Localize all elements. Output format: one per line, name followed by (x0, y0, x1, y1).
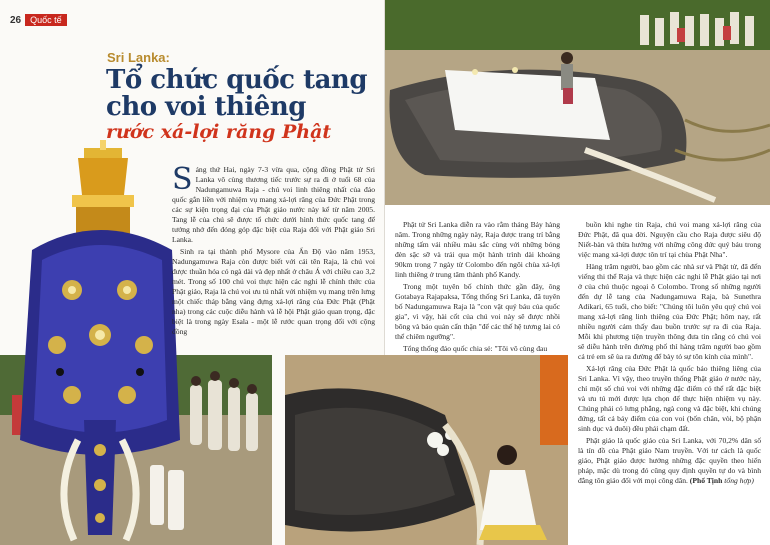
paragraph: Hàng trăm người, bao gồm các nhà sư và Phật tử, đã đến viếng thi thể Raja và thực hiện các nghi lễ Phật giáo tại nơi ở của chú thuộc ngoại ô Colombo. Trong số những người đến dự lễ tang của Nadungamuwa Raja, bà Sunethra Adikari, 65 tuổi, cho biết: "Chúng tôi luôn yêu quý chú voi mang xá-lợi răng linh thiêng của Đức Phật; hôm nay, rất nhiều người cảm thấy đau buồn trước sự ra đi của Raja. Mỗi khi phương tiện truyền thông đưa tin rằng có chú voi sẽ diễu hành trên đường phố thì hàng trăm người bao gồm cả trẻ em sẽ ùa ra đường để bày tỏ sự tôn kính của mình". (578, 262, 761, 361)
drop-cap: S (172, 162, 193, 197)
section-badge: Quốc tế (25, 14, 67, 26)
article-column-2 (395, 220, 560, 356)
elephant-funeral-image (385, 0, 770, 205)
paragraph: Sinh ra tại thành phố Mysore của Ấn Độ vào năm 1953, Nadungamuwa Raja còn được biết với cái tên Raja, là chú voi được thuần hóa có ngà dài và đẹp nhất ở châu Á với chiều cao 3,2 mét. Trong số 100 chú voi thực hiện các nghi lễ chính thức của Phật giáo, Raja là chú voi ưu tú nhất với nhiệm vụ mang trên lưng một chiếc tháp bằng vàng đựng xá-lợi răng của Đức Phật (Phật nha) trong các cuộc diễu hành và lễ hội Phật giáo quan trọng, đặc biệt là trong ngày Esala - một lễ rước quan trọng đối với cộng đồng (172, 247, 375, 336)
byline-note: tổng hợp) (724, 476, 754, 485)
paragraph-final: Phật giáo là quốc giáo của Sri Lanka, với 70,2% dân số là tín đồ của Phật giáo Nam truyền. Với tư cách là quốc giáo, Phật giáo được hưởng những đặc quyền theo hiến pháp, mặc dù trong đó cũng quy định quyền tự do và bình đẳng tôn giáo đối với mọi công dân. (Phổ Tịnh tổng hợp) (578, 436, 761, 485)
paragraph: Trong một tuyên bố chính thức gần đây, ông Gotabaya Rajapaksa, Tổng thống Sri Lanka, đã tuyên bố Nadungamuwa Raja là "con vật quý báu của quốc gia", vì vậy, hài cốt của chú voi này sẽ được nhồi bông và bảo quản cẩn thận "để các thế hệ tương lai có thể chiêm ngưỡng". (395, 282, 560, 341)
article-column-1 (172, 162, 375, 339)
page-number: 26 (10, 14, 22, 26)
article-kicker: Sri Lanka: (107, 50, 170, 65)
article-title: Tổ chức quốc tang cho voi thiêng (106, 65, 368, 122)
photo-child-elephant (285, 355, 568, 545)
folio (10, 14, 67, 26)
child-elephant-image (285, 355, 568, 545)
paragraph-lead: Sáng thứ Hai, ngày 7-3 vừa qua, cộng đồng Phật tử Sri Lanka vô cùng thương tiếc trước sự ra đi ở tuổi 68 của Nadungamuwa Raja - chú voi linh thiêng nhất của đảo quốc gắn liền với nhiệm vụ mang xá-lợi răng của Đức Phật trong các sự kiện trọng đại của Phật giáo nước này kể từ năm 2005. Tang lễ của chú sẽ được tổ chức dưới hình thức quốc tang để tưởng nhớ đến đóng góp đặc biệt của Raja đối với Phật giáo Sri Lanka. (172, 162, 375, 244)
photo-elephant-funeral (385, 0, 770, 205)
photo-decorated-elephant (12, 140, 188, 545)
article-subtitle: rước xá-lợi răng Phật (106, 121, 332, 143)
article-column-3 (578, 220, 761, 488)
byline-author: (Phổ Tịnh (689, 476, 723, 485)
paragraph: Tổng thống đảo quốc chia sẻ: "Tôi vô cùng đau (403, 344, 548, 353)
paragraph: buồn khi nghe tin Raja, chú voi mang xá-lợi răng của Đức Phật, đã qua đời. Nguyện cầu cho Raja được siêu độ Niết-bàn và thừa hưởng với những công đức quý báu trong việc mang xá-lợi được tôn trí tại chùa Phật Nha". (578, 220, 761, 259)
paragraph: Xá-lợi răng của Đức Phật là quốc bảo thiêng liêng của Sri Lanka. Vì vậy, theo truyền thống Phật giáo ở nước này, chỉ một số chú voi với những đặc điểm có thể rất đặc biệt và ưu tú mới được lựa chọn để thực hiện nhiệm vụ này. Chúng phải có lưng phẳng, ngà cong và đặc biệt, khi chúng đứng, tất cả bảy điểm của con voi (bốn chân, vòi, bộ phận sinh dục và đuôi) đều phải chạm đất. (578, 364, 761, 433)
decorated-elephant-image (12, 140, 188, 545)
paragraph: Phật tử Sri Lanka diễn ra vào rằm tháng Bảy hàng năm. Trong những ngày này, Raja được trang trí bằng những tấm vải nhiều màu sắc cùng với những bóng đèn sặc sỡ và trải qua một hành trình dài khoảng 90km trong 7 ngày từ Colombo đến ngôi chùa xá-lợi linh thiêng ở trung tâm thành phố Kandy. (395, 220, 560, 279)
